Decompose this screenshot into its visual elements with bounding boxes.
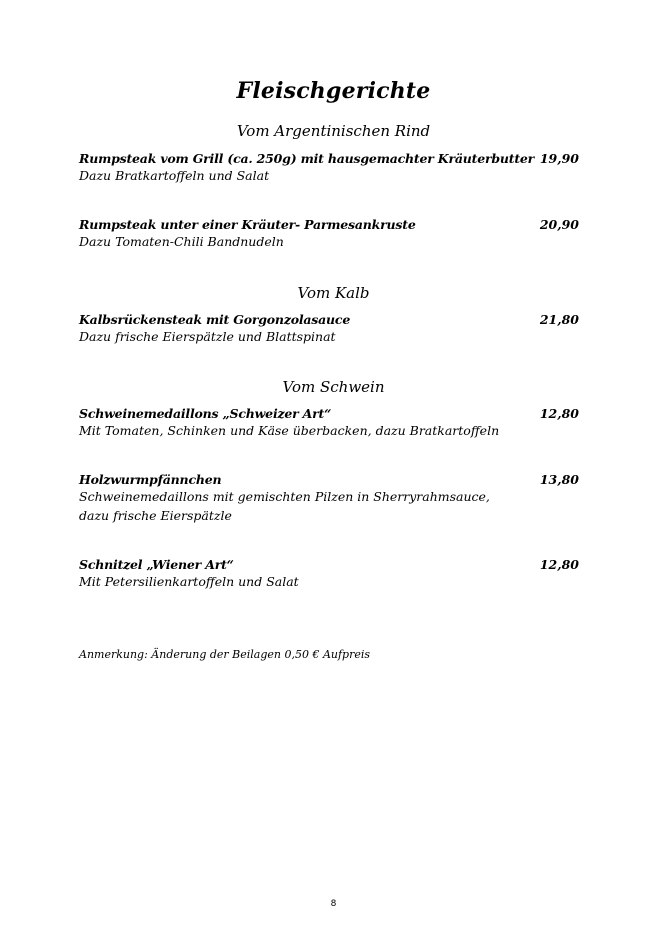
dish-description-line: Dazu frische Eierspätzle und Blattspinat — [79, 329, 336, 344]
menu-item — [79, 151, 579, 185]
page-number: 8 — [330, 899, 337, 909]
dish-name: Rumpsteak unter einer Kräuter- Parmesankruste — [79, 217, 416, 232]
dish-description-line: dazu frische Eierspätzle — [79, 508, 232, 523]
dish-description — [79, 421, 579, 440]
dish-price: 19,90 — [539, 151, 579, 166]
dish-name: Schnitzel „Wiener Art“ — [79, 557, 234, 572]
dish-description-line: Mit Tomaten, Schinken und Käse überbacken, dazu Bratkartoffeln — [79, 423, 500, 438]
dish-price: 12,80 — [539, 406, 579, 421]
menu-item — [79, 406, 579, 440]
dish-description — [79, 487, 579, 525]
dish-name: Kalbsrückensteak mit Gorgonzolasauce — [79, 312, 351, 327]
dish-name: Schweinemedaillons „Schweizer Art“ — [79, 406, 332, 421]
menu-item — [79, 557, 579, 591]
dish-description-line: Dazu Tomaten-Chili Bandnudeln — [79, 234, 284, 249]
section-title-argentinisches-rind: Vom Argentinischen Rind — [236, 122, 431, 140]
dish-description — [79, 232, 579, 251]
dish-description — [79, 166, 579, 185]
dish-name: Rumpsteak vom Grill (ca. 250g) mit hausgemachter Kräuterbutter — [79, 151, 535, 166]
section-title-schwein: Vom Schwein — [282, 378, 385, 396]
dish-description — [79, 572, 579, 591]
dish-description-line: Mit Petersilienkartoffeln und Salat — [79, 574, 299, 589]
dish-price: 20,90 — [539, 217, 579, 232]
dish-description-line: Schweinemedaillons mit gemischten Pilzen in Sherryrahmsauce, — [79, 489, 490, 504]
page-title: Fleischgerichte — [236, 78, 431, 104]
dish-name: Holzwurmpfännchen — [79, 472, 222, 487]
dish-description-line: Dazu Bratkartoffeln und Salat — [79, 168, 270, 183]
dish-price: 21,80 — [539, 312, 579, 327]
dish-price: 13,80 — [539, 472, 579, 487]
menu-item — [79, 472, 579, 525]
dish-price: 12,80 — [539, 557, 579, 572]
section-title-kalb: Vom Kalb — [297, 284, 370, 302]
dish-description — [79, 327, 579, 346]
menu-item — [79, 217, 579, 251]
side-dish-note: Anmerkung: Änderung der Beilagen 0,50 € Aufpreis — [79, 648, 371, 661]
menu-item — [79, 312, 579, 346]
